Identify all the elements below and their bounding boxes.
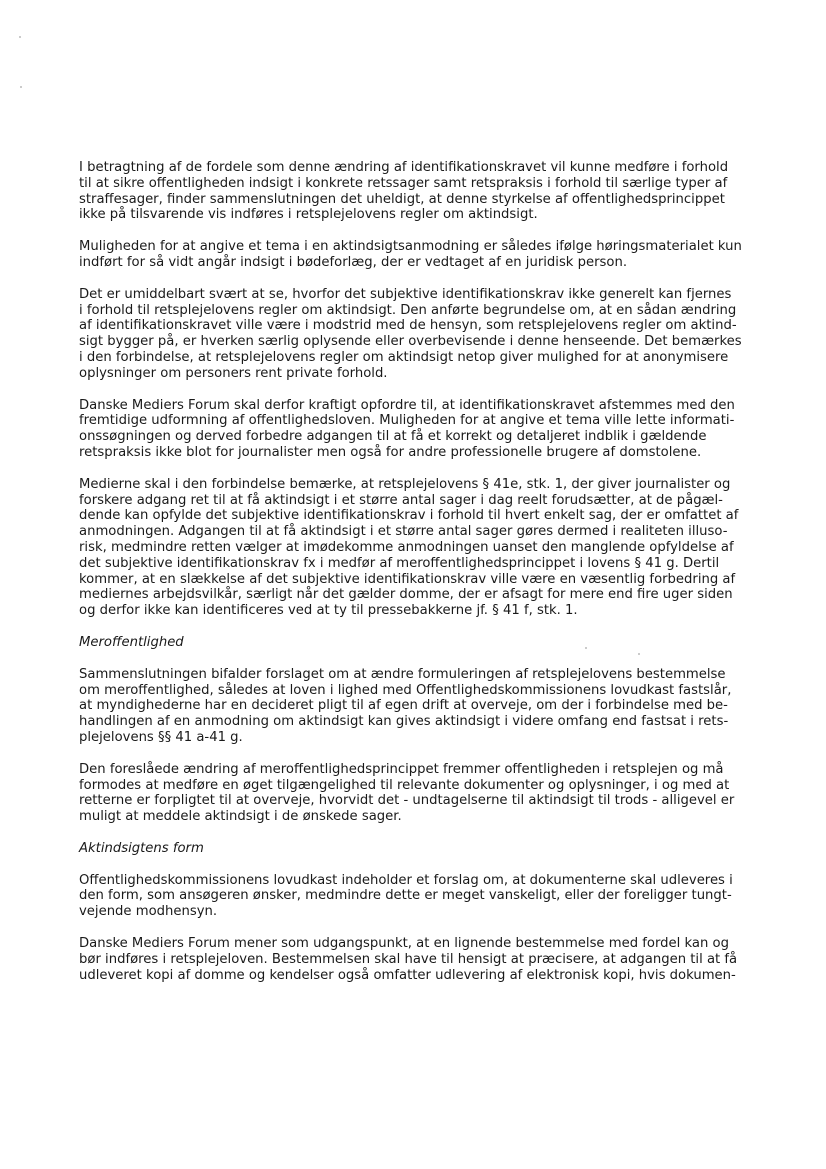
- section-heading: [79, 841, 751, 857]
- text-line: dende kan opfylde det subjektive identifikationskrav i forhold til hvert enkelt sag, der er omfattet af: [79, 508, 739, 524]
- paragraph: [79, 762, 751, 825]
- paragraph: [79, 667, 751, 746]
- text-line: oplysninger om personers rent private forhold.: [79, 365, 388, 381]
- text-line: af identifikationskravet ville være i modstrid med de hensyn, som retsplejelovens regler om aktind-: [79, 318, 737, 334]
- text-line: det subjektive identifikationskrav fx i medfør af meroffentlighedsprincippet i lovens § 41 g. Dertil: [79, 555, 720, 571]
- text-line: ikke på tilsvarende vis indføres i retsplejelovens regler om aktindsigt.: [79, 207, 538, 223]
- text-line: at myndighederne har en decideret pligt til af egen drift at overveje, om der i forbindelse med be-: [79, 698, 728, 714]
- section-heading: [79, 635, 751, 651]
- paragraph: [79, 936, 751, 983]
- text-line: onssøgningen og derved forbedre adgangen til at få et korrekt og detaljeret indblik i gældende: [79, 429, 707, 445]
- text-line: Den foreslåede ændring af meroffentlighedsprincippet fremmer offentligheden i retsplejen og må: [79, 761, 724, 777]
- text-line: formodes at medføre en øget tilgængelighed til relevante dokumenter og oplysninger, i og med at: [79, 777, 730, 793]
- text-line: Sammenslutningen bifalder forslaget om at ændre formuleringen af retsplejelovens bestemmelse: [79, 666, 726, 682]
- scan-speck: [20, 86, 22, 88]
- text-line: til at sikre offentligheden indsigt i konkrete retssager samt retspraksis i forhold til særlige typer af: [79, 175, 728, 191]
- text-line: kommer, at en slækkelse af det subjektive identifikationskrav ville være en væsentlig forbedring af: [79, 571, 736, 587]
- document-body: [79, 160, 751, 999]
- text-line: forskere adgang ret til at få aktindsigt i et større antal sager i dag reelt forudsætter, at de pågæl-: [79, 492, 723, 508]
- text-line: plejelovens §§ 41 a-41 g.: [79, 729, 243, 745]
- text-line: indført for så vidt angår indsigt i bødeforlæg, der er vedtaget af en juridisk person.: [79, 254, 628, 270]
- text-line: handlingen af en anmodning om aktindsigt kan gives aktindsigt i videre omfang end fastsat i rets-: [79, 714, 729, 730]
- text-line: den form, som ansøgeren ønsker, medmindre dette er meget vanskeligt, eller der foreligger tungt-: [79, 888, 732, 904]
- paragraph: [79, 239, 751, 271]
- text-line: Offentlighedskommissionens lovudkast indeholder et forslag om, at dokumenterne skal udleveres i: [79, 872, 733, 888]
- text-line: Danske Mediers Forum skal derfor kraftigt opfordre til, at identifikationskravet afstemmes med den: [79, 397, 735, 413]
- text-line: vejende modhensyn.: [79, 904, 218, 920]
- text-line: mediernes arbejdsvilkår, særligt når det gælder domme, der er afsagt for mere end fire uger siden: [79, 587, 733, 603]
- paragraph: [79, 873, 751, 920]
- text-line: bør indføres i retsplejeloven. Bestemmelsen skal have til hensigt at præcisere, at adgangen til at få: [79, 951, 738, 967]
- text-line: muligt at meddele aktindsigt i de ønskede sager.: [79, 809, 402, 825]
- text-line: Muligheden for at angive et tema i en aktindsigtsanmodning er således ifølge høringsmaterialet kun: [79, 239, 742, 255]
- text-line: Danske Mediers Forum mener som udgangspunkt, at en lignende bestemmelse med fordel kan og: [79, 936, 729, 952]
- text-line: straffesager, finder sammenslutningen det uheldigt, at denne styrkelse af offentlighedsprincippet: [79, 191, 725, 207]
- text-line: risk, medmindre retten vælger at imødekomme anmodningen uanset den manglende opfyldelse af: [79, 539, 734, 555]
- text-line: og derfor ikke kan identificeres ved at ty til pressebakkerne jf. § 41 f, stk. 1.: [79, 603, 578, 619]
- text-line: anmodningen. Adgangen til at få aktindsigt i et større antal sager gøres dermed i realiteten illuso-: [79, 524, 728, 540]
- paragraph: [79, 398, 751, 461]
- paragraph: [79, 160, 751, 223]
- text-line: udleveret kopi af domme og kendelser også omfatter udlevering af elektronisk kopi, hvis dokumen-: [79, 967, 736, 983]
- text-line: retterne er forpligtet til at overveje, hvorvidt det - undtagelserne til aktindsigt til trods - alligevel er: [79, 793, 735, 809]
- text-line: Medierne skal i den forbindelse bemærke, at retsplejelovens § 41e, stk. 1, der giver journalister og: [79, 476, 731, 492]
- text-line: i den forbindelse, at retsplejelovens regler om aktindsigt netop giver mulighed for at anonymisere: [79, 349, 729, 365]
- text-line: om meroffentlighed, således at loven i lighed med Offentlighedskommissionens lovudkast fastslår,: [79, 682, 732, 698]
- text-line: fremtidige udformning af offentlighedsloven. Muligheden for at angive et tema ville lette informati-: [79, 413, 735, 429]
- text-line: Meroffentlighed: [79, 634, 184, 650]
- text-line: Det er umiddelbart svært at se, hvorfor det subjektive identifikationskrav ikke generelt kan fjernes: [79, 286, 732, 302]
- text-line: Aktindsigtens form: [79, 840, 204, 856]
- paragraph: [79, 287, 751, 382]
- text-line: i forhold til retsplejelovens regler om aktindsigt. Den anførte begrundelse om, at en sådan ændring: [79, 302, 737, 318]
- text-line: sigt bygger på, er hverken særlig oplysende eller overbevisende i denne henseende. Det bemærkes: [79, 334, 742, 350]
- text-line: retspraksis ikke blot for journalister men også for andre professionelle brugere af domstolene.: [79, 444, 702, 460]
- scan-speck: [19, 36, 21, 38]
- paragraph: [79, 477, 751, 619]
- text-line: I betragtning af de fordele som denne ændring af identifikationskravet vil kunne medføre i forhold: [79, 160, 729, 175]
